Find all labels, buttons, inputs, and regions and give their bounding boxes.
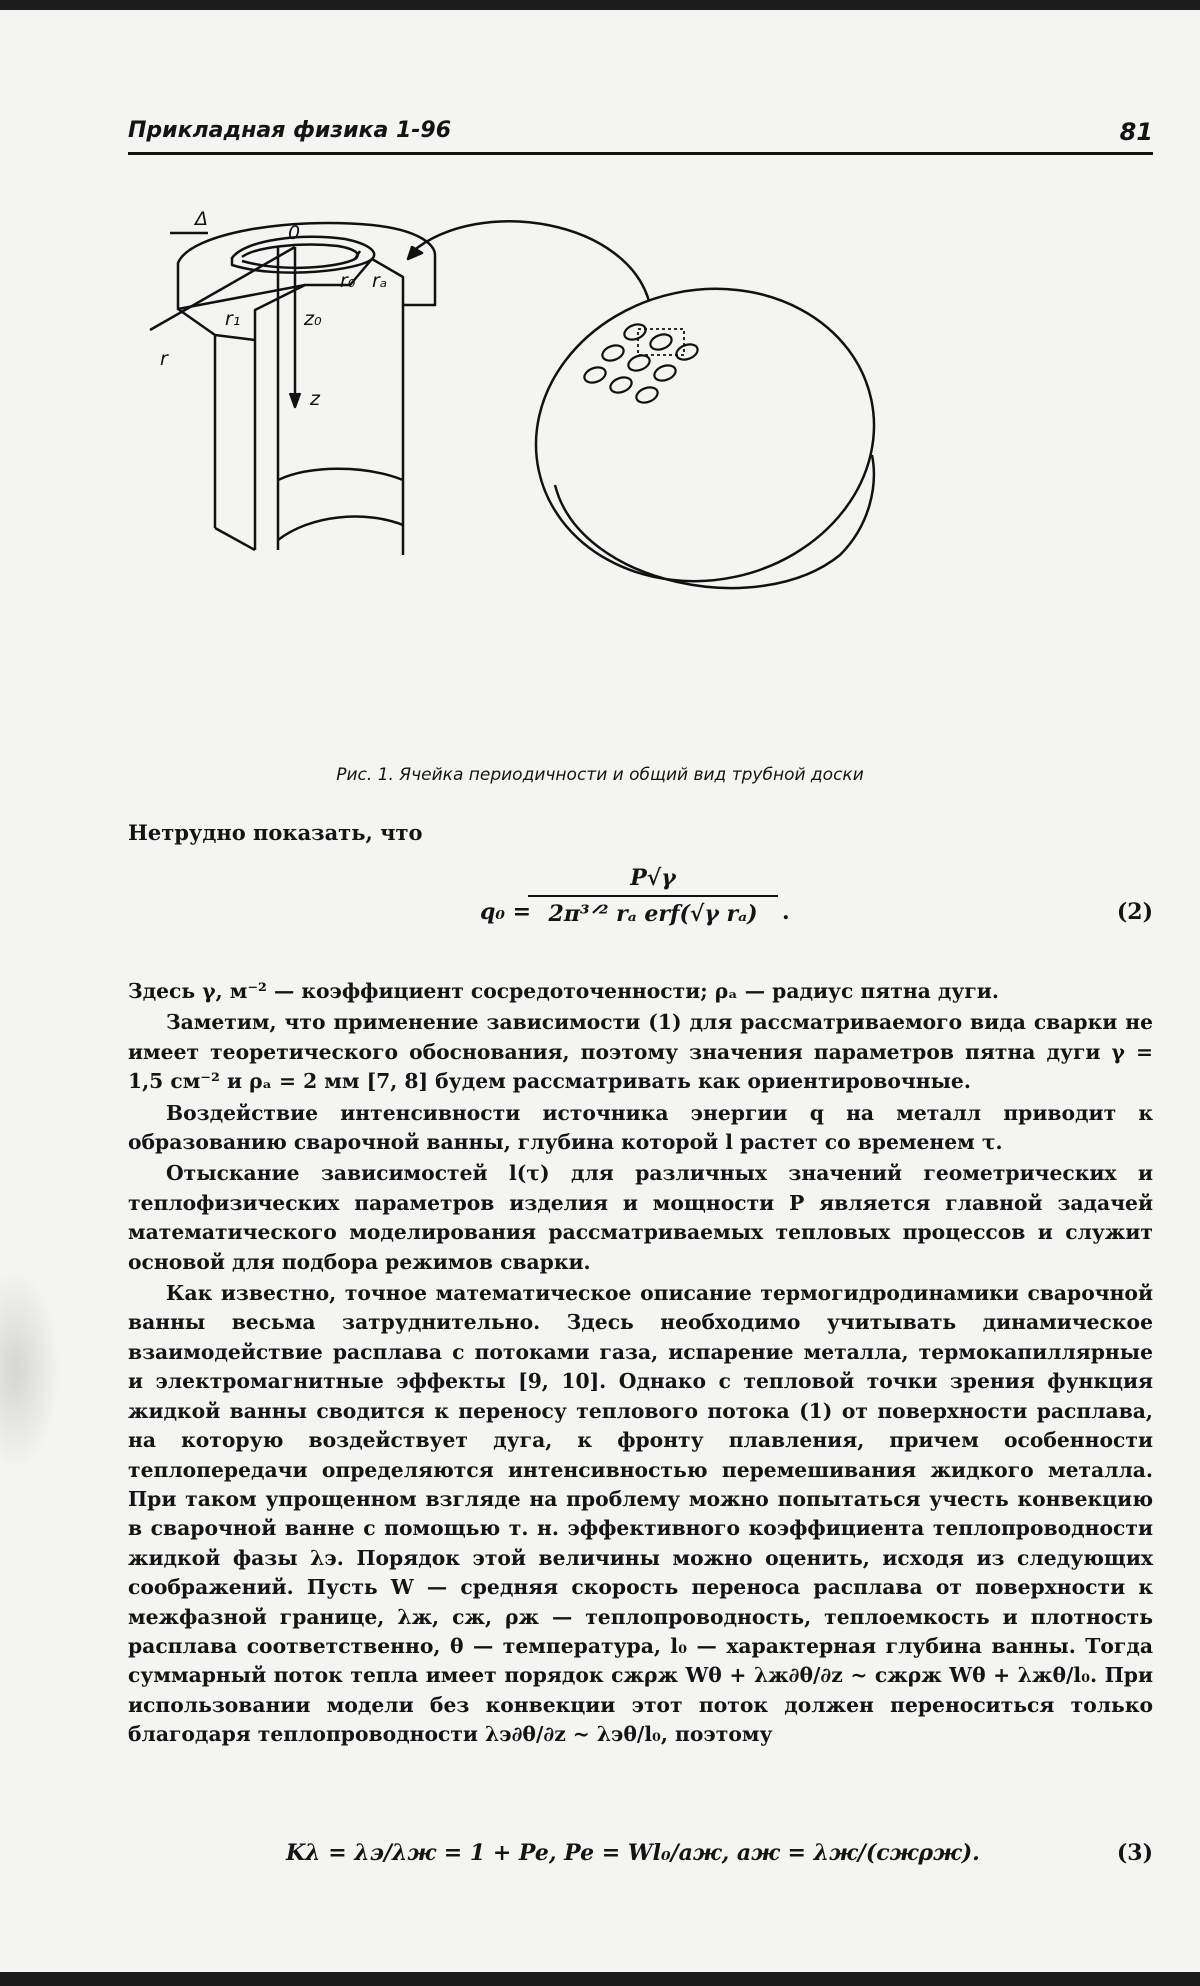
lead-sentence: Нетрудно показать, что (128, 820, 423, 845)
scan-bottom-edge (0, 1972, 1200, 1986)
eq2-lhs: q₀ = (480, 899, 532, 925)
connector-curve (412, 221, 650, 305)
paragraph: Воздействие интенсивности источника энергии q на металл приводит к образованию сварочной ванны, глубина которой l растет со временем τ. (128, 1100, 1153, 1155)
eq3-formula: Kλ = λэ/λж = 1 + Pe, Pe = Wl₀/aж, aж = λж/(cжρж). (286, 1840, 980, 1866)
journal-title: Прикладная физика 1-96 (128, 118, 451, 143)
z-arrow (290, 393, 300, 407)
label-z: z (310, 388, 320, 410)
eq3-number: (3) (1116, 1840, 1153, 1866)
figure-caption: Рис. 1. Ячейка периодичности и общий вид трубной доски (336, 765, 864, 785)
label-ra: rₐ (372, 270, 388, 292)
label-z0: z₀ (304, 308, 322, 330)
tube-bottom (215, 528, 255, 550)
paragraph: Отыскание зависимостей l(τ) для различных значений геометрических и теплофизических параметров изделия и мощности P является главной задачей математического моделирования рассматриваемых тепловых процессов и служит основой для подбора режимов сварки. (128, 1161, 1153, 1274)
eq2-fraction (528, 865, 778, 927)
tube-inner-bottom (278, 517, 403, 540)
eq2-number: (2) (1116, 899, 1153, 925)
paragraph: Здесь γ, м⁻² — коэффициент сосредоточенности; ρₐ — радиус пятна дуги. (128, 979, 999, 1003)
label-origin: 0 (288, 222, 301, 244)
eq2-numerator: P√γ (528, 865, 778, 897)
page-number: 81 (1119, 118, 1153, 146)
label-r1: r₁ (225, 308, 241, 330)
equation-3 (128, 1840, 1153, 1880)
eq2-denominator: 2π³ᐟ² rₐ erf(√γ rₐ) (548, 901, 758, 927)
label-r0: r₀ (340, 270, 356, 292)
label-delta: Δ (195, 208, 208, 230)
tube-board (509, 258, 902, 612)
running-head (128, 118, 1153, 155)
scan-top-edge (0, 0, 1200, 10)
label-r: r (160, 348, 168, 370)
body-text (128, 977, 1153, 1752)
scan-smudge (0, 1270, 60, 1470)
eq2-trailing: . (782, 899, 790, 925)
paragraph: Как известно, точное математическое описание термогидродинамики сварочной ванны весьма затруднительно. Здесь необходимо учитывать динамическое взаимодействие расплава с потоками газа, испарение металла, термокапиллярные и электромагнитные эффекты [9, 10]. Однако с тепловой точки зрения функция жидкой ванны сводится к переносу теплового потока (1) от поверхности расплава, на которую воздействует дуга, к фронту плавления, причем особенности теплопередачи определяются интенсивностью перемешивания жидкого металла. При таком упрощенном взгляде на проблему можно попытаться учесть конвекцию в сварочной ванне с помощью т. н. эффективного коэффициента теплопроводности жидкой фазы λэ. Порядок этой величины можно оценить, исходя из следующих соображений. Пусть W — средняя скорость переноса расплава от поверхности к межфазной границе, λж, cж, ρж — теплопроводность, теплоемкость и плотность расплава соответственно, θ — температура, l₀ — характерная глубина ванны. Тогда суммарный поток тепла имеет порядок cжρж Wθ + λж∂θ/∂z ~ cжρж Wθ + λжθ/l₀. При использовании модели без конвекции этот поток должен переноситься только благодаря теплопроводности λэ∂θ/∂z ~ λэθ/l₀, поэтому (128, 1281, 1153, 1747)
figure-1 (150, 208, 1090, 765)
paragraph: Заметим, что применение зависимости (1) для рассматриваемого вида сварки не имеет теоретического обоснования, поэтому значения параметров пятна дуги γ = 1,5 см⁻² и ρₐ = 2 мм [7, 8] будем рассматривать как ориентировочные. (128, 1010, 1153, 1094)
equation-2 (128, 865, 1153, 965)
tube-inner-curve (278, 469, 403, 480)
